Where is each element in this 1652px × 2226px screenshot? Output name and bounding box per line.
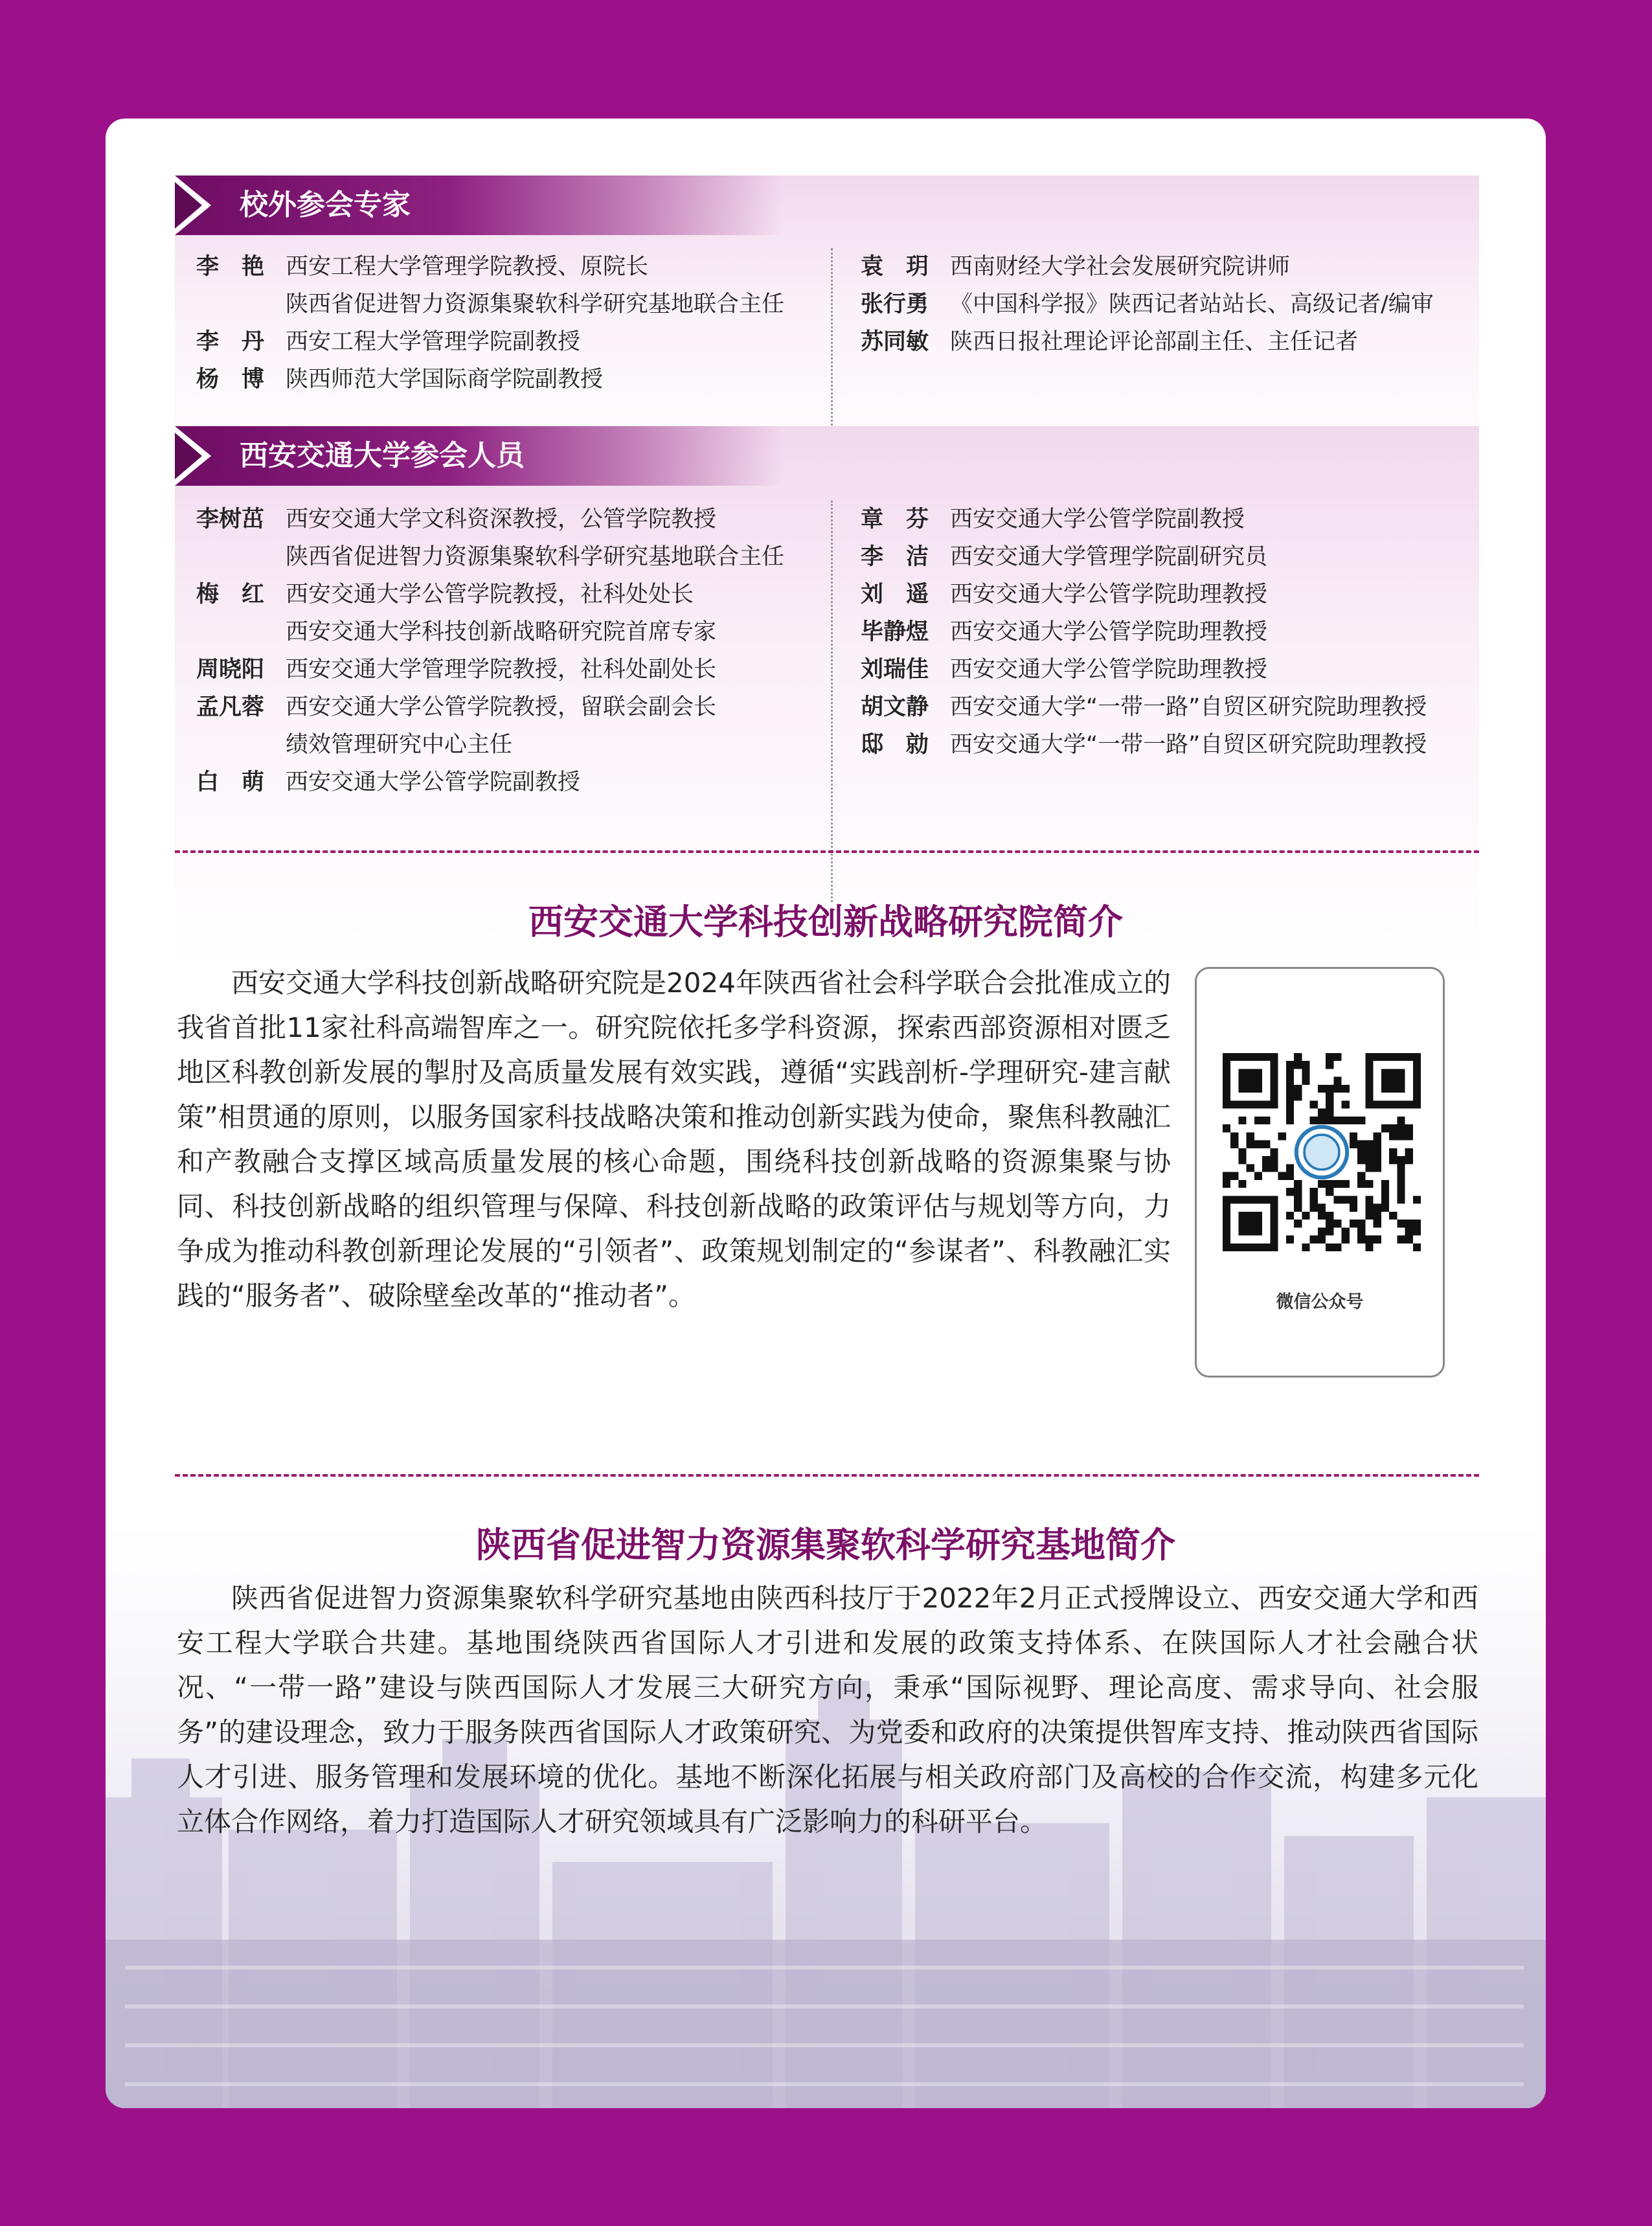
person-description: 陕西师范大学国际商学院副教授: [286, 367, 604, 392]
person-entry: [861, 613, 1427, 651]
person-entry: [196, 248, 784, 286]
banner-arrow-inner-icon: [175, 433, 202, 479]
person-name: 张行勇: [861, 291, 929, 317]
xjtu-members-title: 西安交通大学参会人员: [240, 439, 525, 472]
person-description: 西安交通大学公管学院助理教授: [950, 619, 1268, 645]
xjtu-members-left-list: [196, 501, 784, 801]
person-description: 西安交通大学“一带一路”自贸区研究院助理教授: [950, 732, 1427, 758]
qr-code-icon[interactable]: [1223, 1053, 1421, 1251]
person-name: [196, 726, 286, 764]
person-description: 西安交通大学公管学院副教授: [286, 769, 581, 795]
person-name: 杨 博: [196, 367, 265, 392]
person-description: 西南财经大学社会发展研究院讲师: [950, 254, 1291, 280]
person-description: 西安交通大学管理学院副研究员: [950, 544, 1268, 570]
xjtu-members-banner: [175, 426, 784, 486]
person-description: 陕西日报社理论评论部副主任、主任记者: [950, 329, 1359, 355]
person-name: [196, 613, 286, 651]
person-description: 西安交通大学文科资深教授，公管学院教授: [286, 506, 717, 532]
person-description: 西安交通大学管理学院教授，社科处副处长: [286, 657, 717, 683]
person-description: 绩效管理研究中心主任: [286, 732, 513, 758]
person-entry: [196, 323, 784, 361]
person-name: [196, 286, 286, 323]
person-description: 西安交通大学公管学院助理教授: [950, 582, 1268, 608]
person-entry: [861, 726, 1427, 764]
person-name: 梅 红: [196, 582, 265, 608]
person-name: 章 芬: [861, 506, 929, 532]
person-entry: [861, 576, 1427, 613]
dashed-divider: [175, 1474, 1479, 1477]
person-entry: [861, 501, 1427, 538]
institute-text: 西安交通大学科技创新战略研究院是2024年陕西省社会科学联合会批准成立的我省首批11家社科高端智库之一。研究院依托多学科资源，探索西部资源相对匮乏地区科教创新发展的掣肘及高质量发展有效实践，遵循“实践剖析-学理研究-建言献策”相贯通的原则，以服务国家科技战略决策和推动创新实践为使命，聚焦科教融汇和产教融合支撑区域高质量发展的核心命题，围绕科技创新战略的资源集聚与协同、科技创新战略的组织管理与保障、科技创新战略的政策评估与规划等方向，力争成为推动科教创新理论发展的“引领者”、政策规划制定的“参谋者”、科教融汇实践的“服务者”、破除壁垒改革的“推动者”。: [177, 967, 1171, 1312]
person-entry: [196, 651, 784, 688]
person-description: 西安工程大学管理学院教授、原院长: [286, 254, 649, 280]
person-name: 李树茁: [196, 506, 265, 532]
person-entry: [196, 688, 784, 726]
person-name: 邸 勍: [861, 732, 929, 758]
person-description: 陕西省促进智力资源集聚软科学研究基地联合主任: [286, 291, 785, 317]
person-name: 毕静煜: [861, 619, 929, 645]
person-description: 西安交通大学公管学院助理教授: [950, 657, 1268, 683]
person-name: 李 洁: [861, 544, 929, 570]
person-entry: [861, 248, 1434, 286]
dashed-divider: [175, 850, 1479, 853]
person-description: 西安工程大学管理学院副教授: [286, 329, 581, 355]
qr-card: [1195, 967, 1445, 1378]
person-description: 西安交通大学公管学院教授，留联会副会长: [286, 694, 717, 720]
base-text: 陕西省促进智力资源集聚软科学研究基地由陕西科技厅于2022年2月正式授牌设立、西安交通大学和西安工程大学联合共建。基地围绕陕西省国际人才引进和发展的政策支持体系、在陕国际人才社会融合状况、“一带一路”建设与陕西国际人才发展三大研究方向，秉承“国际视野、理论高度、需求导向、社会服务”的建设理念，致力于服务陕西省国际人才政策研究、为党委和政府的决策提供智库支持、推动陕西省国际人才引进、服务管理和发展环境的优化。基地不断深化拓展与相关政府部门及高校的合作交流，构建多元化立体合作网络，着力打造国际人才研究领域具有广泛影响力的科研平台。: [177, 1582, 1478, 1837]
person-entry: [196, 613, 784, 651]
base-title: 陕西省促进智力资源集聚软科学研究基地简介: [476, 1525, 1175, 1565]
xjtu-members-right-list: [861, 501, 1427, 764]
person-entry: [861, 651, 1427, 688]
person-description: 西安交通大学公管学院教授，社科处处长: [286, 582, 694, 608]
person-entry: [861, 688, 1427, 726]
person-entry: [196, 576, 784, 613]
person-entry: [196, 361, 784, 398]
person-name: 胡文静: [861, 694, 929, 720]
outside-experts-left-list: [196, 248, 784, 398]
person-description: 西安交通大学公管学院副教授: [950, 506, 1245, 532]
person-name: 刘 遥: [861, 582, 929, 608]
person-entry: [861, 286, 1434, 323]
person-description: 西安交通大学“一带一路”自贸区研究院助理教授: [950, 694, 1427, 720]
qr-caption: 微信公众号: [1276, 1292, 1364, 1312]
person-name: 苏同敏: [861, 329, 929, 355]
person-description: 西安交通大学科技创新战略研究院首席专家: [286, 619, 717, 645]
page-card: [106, 119, 1546, 2108]
person-name: 白 萌: [196, 769, 265, 795]
person-description: 陕西省促进智力资源集聚软科学研究基地联合主任: [286, 544, 785, 570]
person-name: 刘瑞佳: [861, 657, 929, 683]
person-entry: [861, 323, 1434, 361]
person-description: 《中国科学报》陕西记者站站长、高级记者/编审: [950, 291, 1434, 317]
person-entry: [196, 538, 784, 576]
institute-title: 西安交通大学科技创新战略研究院简介: [528, 902, 1123, 942]
person-name: 袁 玥: [861, 254, 929, 280]
person-entry: [196, 501, 784, 538]
person-name: 李 丹: [196, 329, 265, 355]
person-name: 李 艳: [196, 254, 265, 280]
outside-experts-banner: [175, 176, 784, 235]
column-divider: [831, 501, 833, 902]
person-name: 孟凡蓉: [196, 694, 265, 720]
person-name: [196, 538, 286, 576]
person-entry: [196, 286, 784, 323]
person-entry: [861, 538, 1427, 576]
person-entry: [196, 726, 784, 764]
outside-experts-title: 校外参会专家: [240, 188, 411, 221]
person-entry: [196, 764, 784, 801]
person-name: 周晓阳: [196, 657, 265, 683]
outside-experts-right-list: [861, 248, 1434, 361]
banner-arrow-inner-icon: [175, 182, 202, 229]
